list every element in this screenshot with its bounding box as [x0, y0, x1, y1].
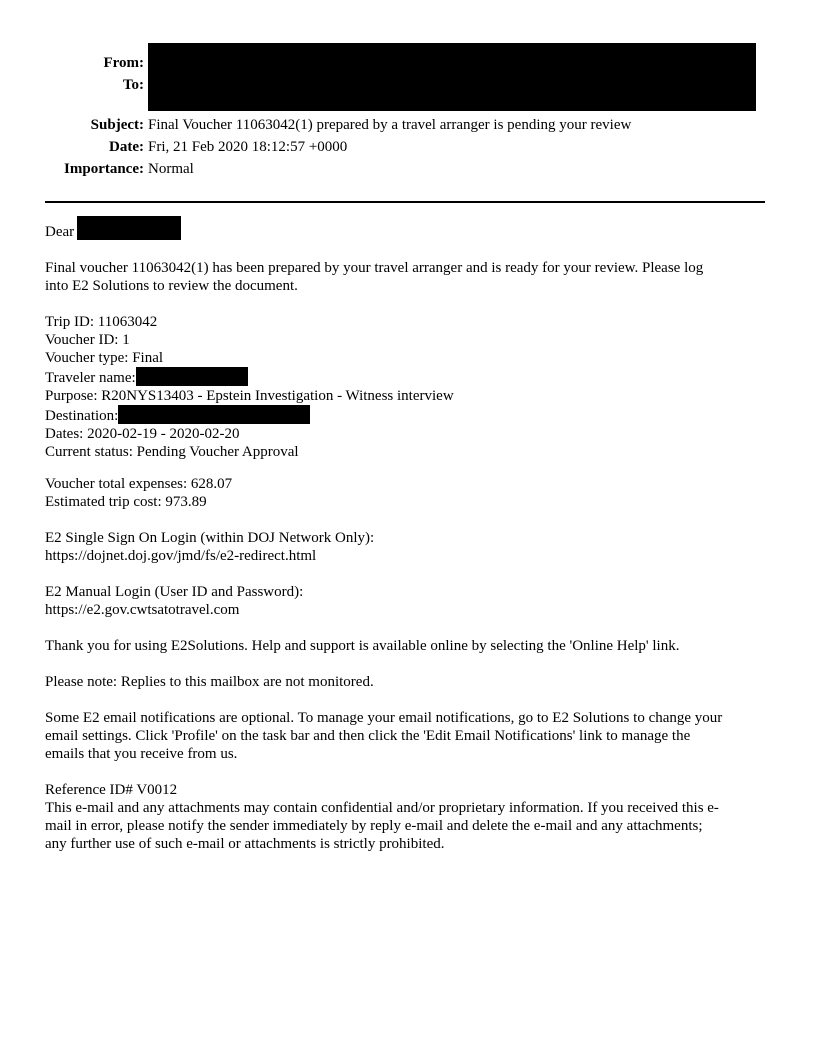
sso-login-link[interactable]: https://dojnet.doj.gov/jmd/fs/e2-redirect.html [45, 548, 317, 564]
thanks-text: Thank you for using E2Solutions. Help and support is available online by selecting the 'Online Help' link. [45, 638, 680, 654]
note-text: Please note: Replies to this mailbox are not monitored. [45, 674, 374, 690]
voucher-total-expenses: Voucher total expenses: 628.07 [45, 476, 233, 492]
greeting-text: Dear [45, 224, 75, 240]
current-status: Current status: Pending Voucher Approval [45, 444, 299, 460]
date-label: Date: [109, 139, 144, 155]
redaction-recipient-name [77, 216, 181, 240]
traveler-name-line [45, 367, 775, 387]
traveler-name-label: Traveler name: [45, 370, 136, 386]
trip-id: Trip ID: 11063042 [45, 314, 158, 330]
header-divider [45, 201, 765, 203]
intro-paragraph [45, 259, 775, 295]
disclaimer-line: any further use of such e-mail or attachments is strictly prohibited. [45, 836, 445, 852]
optional-notifications-paragraph [45, 709, 775, 763]
disclaimer-line: This e-mail and any attachments may contain confidential and/or proprietary information. If you received this e- [45, 800, 719, 816]
from-label: From: [103, 55, 144, 71]
voucher-id: Voucher ID: 1 [45, 332, 130, 348]
destination-line [45, 405, 775, 425]
destination-label: Destination: [45, 408, 119, 424]
cost-summary [45, 475, 775, 511]
date-value: Fri, 21 Feb 2020 18:12:57 +0000 [148, 139, 348, 155]
disclaimer-line: mail in error, please notify the sender immediately by reply e-mail and delete the e-mail and any attachments; [45, 818, 703, 834]
thanks-paragraph [45, 637, 775, 655]
redaction-traveler-name [136, 367, 248, 386]
importance-label: Importance: [64, 161, 144, 177]
optional-line: Some E2 email notifications are optional. To manage your email notifications, go to E2 Solutions to change your [45, 710, 723, 726]
importance-value: Normal [148, 161, 194, 177]
disclaimer-section [45, 781, 775, 853]
trip-details [45, 313, 775, 461]
to-label: To: [122, 77, 144, 93]
sso-login-section [45, 529, 775, 565]
manual-login-section [45, 583, 775, 619]
trip-dates: Dates: 2020-02-19 - 2020-02-20 [45, 426, 240, 442]
optional-line: email settings. Click 'Profile' on the task bar and then click the 'Edit Email Notifications' link to manage the [45, 728, 691, 744]
subject-label: Subject: [90, 117, 144, 133]
voucher-type: Voucher type: Final [45, 350, 164, 366]
optional-line: emails that you receive from us. [45, 746, 238, 762]
redaction-destination [118, 405, 310, 424]
note-paragraph [45, 673, 775, 691]
subject-value: Final Voucher 11063042(1) prepared by a travel arranger is pending your review [148, 117, 632, 133]
manual-login-label: E2 Manual Login (User ID and Password): [45, 584, 304, 600]
reference-id: Reference ID# V0012 [45, 782, 178, 798]
intro-line: into E2 Solutions to review the document. [45, 278, 298, 294]
sso-login-label: E2 Single Sign On Login (within DOJ Network Only): [45, 530, 375, 546]
estimated-trip-cost: Estimated trip cost: 973.89 [45, 494, 207, 510]
manual-login-link[interactable]: https://e2.gov.cwtsatotravel.com [45, 602, 240, 618]
redaction-from-to [148, 43, 756, 111]
purpose: Purpose: R20NYS13403 - Epstein Investigation - Witness interview [45, 388, 454, 404]
intro-line: Final voucher 11063042(1) has been prepared by your travel arranger and is ready for your review. Please log [45, 260, 704, 276]
